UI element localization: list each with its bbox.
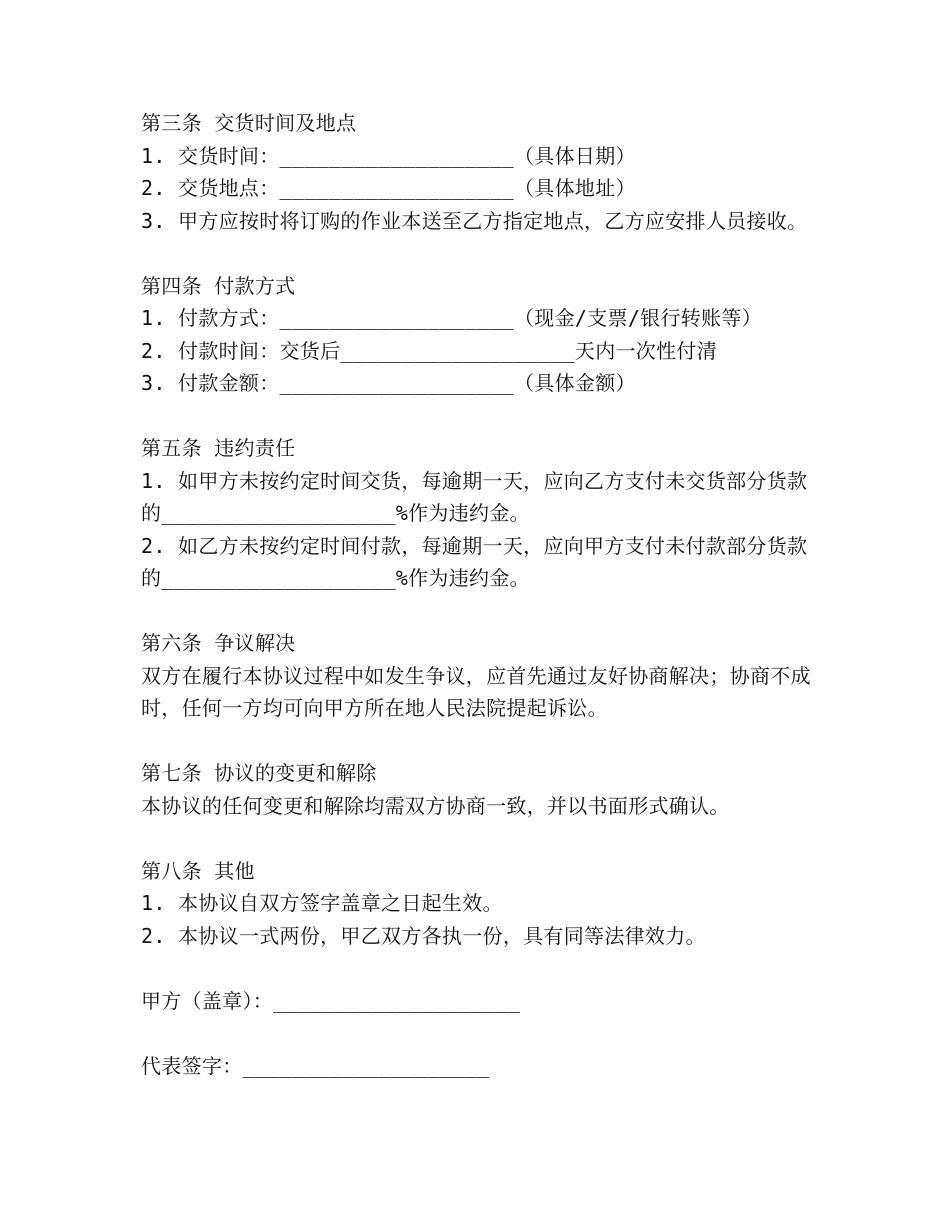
spacer [141, 237, 821, 270]
article-8-title: 第八条 其他 [141, 858, 255, 883]
spacer [141, 822, 821, 855]
article-7-body: 本协议的任何变更和解除均需双方协商一致，并以书面形式确认。 [141, 793, 730, 818]
article-6-body: 双方在履行本协议过程中如发生争议，应首先通过友好协商解决；协商不成时，任何一方均可向甲方所在地人民法院提起诉讼。 [141, 663, 811, 720]
article-4-item-2: 2. 付款时间：交货后___________________天内一次性付清 [141, 338, 718, 363]
spacer [141, 400, 821, 433]
spacer [141, 595, 821, 628]
spacer [141, 952, 821, 985]
representative-signature-line: 代表签字：____________________ [141, 1053, 490, 1078]
spacer [141, 1017, 821, 1050]
article-5-item-1: 1. 如甲方未按约定时间交货，每逾期一天，应向乙方支付未交货部分货款的___________________%作为违约金。 [141, 468, 808, 525]
article-5-item-2: 2. 如乙方未按约定时间付款，每逾期一天，应向甲方支付未付款部分货款的___________________%作为违约金。 [141, 533, 808, 590]
article-7-title: 第七条 协议的变更和解除 [141, 761, 377, 785]
article-8-item-1: 1. 本协议自双方签字盖章之日起生效。 [141, 891, 503, 915]
article-3-item-3: 3. 甲方应按时将订购的作业本送至乙方指定地点，乙方应安排人员接收。 [141, 208, 808, 233]
article-8-item-2: 2. 本协议一式两份，甲乙双方各执一份，具有同等法律效力。 [141, 923, 706, 948]
party-a-signature-line: 甲方（盖章）：____________________ [141, 988, 520, 1013]
article-4-title: 第四条 付款方式 [141, 273, 296, 298]
spacer [141, 725, 821, 758]
contract-page [141, 107, 821, 1082]
article-6-title: 第六条 争议解决 [141, 631, 296, 655]
article-3-item-1: 1. 交货时间：___________________（具体日期） [141, 143, 636, 168]
article-4-item-3: 3. 付款金额：___________________（具体金额） [141, 371, 636, 395]
article-3-title: 第三条 交货时间及地点 [141, 111, 357, 135]
article-4-item-1: 1. 付款方式：___________________（现金/支票/银行转账等） [141, 306, 762, 330]
article-3-item-2: 2. 交货地点：___________________（具体地址） [141, 176, 636, 200]
article-5-title: 第五条 违约责任 [141, 436, 296, 460]
